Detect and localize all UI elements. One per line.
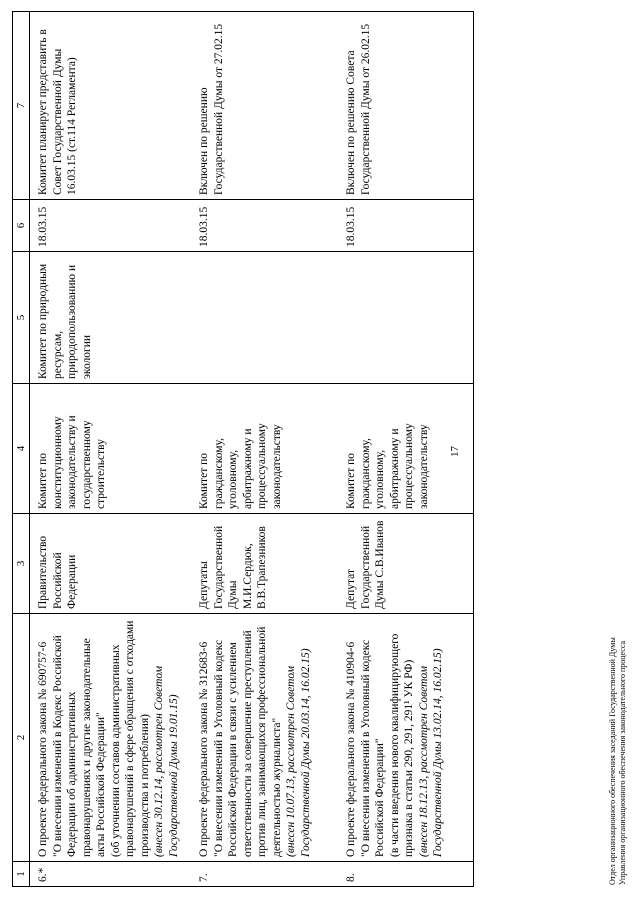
responsible-committee: Комитет по гражданскому, уголовному, арбитражному и процессуальному законодательству [191,384,338,514]
column-header: 2 [13,614,30,862]
responsible-committee: Комитет по гражданскому, уголовному, арбитражному и процессуальному законодательству [338,384,473,514]
co-committee [338,252,473,384]
bill-intro: О проекте федерального закона № 410904-6 [345,641,357,857]
table-row [191,12,338,887]
table-row [30,12,192,887]
column-header: 3 [13,514,30,614]
review-date: 18.03.15 [191,200,338,252]
header-row [13,12,30,887]
page-number: 17 [449,446,461,457]
row-number: 8. [338,862,473,887]
column-header: 4 [13,384,30,514]
co-committee: Комитет по природным ресурсам, природопользованию и экологии [30,252,192,384]
column-header: 6 [13,200,30,252]
bill-intro: О проекте федерального закона № 690757-6 [37,641,49,857]
row-number: 7. [191,862,338,887]
responsible-committee: Комитет по конституционному законодательству и государственному строительству [30,384,192,514]
row-number: 6.* [30,862,192,887]
bill-note: (внесен 10.07.13, рассмотрен Советом Государственной Думы 20.03.14, 16.02.15) [285,648,312,857]
co-committee [191,252,338,384]
column-header: 7 [13,12,30,200]
column-header: 5 [13,252,30,384]
bill-description [30,614,192,862]
decision: Комитет планирует представить в Совет Государственной Думы 16.03.15 (ст.114 Регламента) [30,12,192,200]
footer-line: Отдел организационного обеспечения заседаний Государственной Думы [608,637,617,885]
bill-note: (внесен 18.12.13, рассмотрен Советом Государственной Думы 13.02.14, 16.02.15) [417,648,444,857]
decision: Включен по решению Государственной Думы от 27.02.15 [191,12,338,200]
bill-note: (внесен 30.12.14, рассмотрен Советом Государственной Думы 19.01.15) [153,665,180,857]
bill-title: "О внесении изменений в Уголовный кодекс Российской Федерации" [359,639,386,857]
bill-author: Депутат Государственной Думы С.В.Иванов [338,514,473,614]
bill-intro: О проекте федерального закона № 312683-6 [198,641,210,857]
bill-description [191,614,338,862]
bills-table [12,11,474,887]
bill-title: "О внесении изменений в Кодекс Российской Федерации об административных правонарушениях и другие законодательные акты Российской Федерации" [51,635,107,857]
footer [608,637,628,885]
bill-details: (в части введения нового квалифицирующего признака в статьи 290, 291, 291¹ УК РФ) [388,633,415,857]
bill-title: "О внесении изменений в Уголовный кодекс Российской Федерации в связи с усилением ответственности за совершение преступлений против лиц, занимающихся профессиональной деятельностью журналиста" [212,626,283,857]
review-date: 18.03.15 [30,200,192,252]
bill-author: Депутаты Государственной Думы М.И.Сердюк, В.В.Трапезников [191,514,338,614]
review-date: 18.03.15 [338,200,473,252]
bill-description [338,614,473,862]
table-row [338,12,473,887]
column-header: 1 [13,862,30,887]
footer-line: Управления организационного обеспечения законодательного процесса [618,640,627,885]
bill-details: (об уточнении составов административных правонарушений в сфере обращения с отходами производства и потребления) [109,620,151,857]
decision: Включен по решению Совета Государственной Думы от 26.02.15 [338,12,473,200]
bill-author: Правительство Российской Федерации [30,514,192,614]
